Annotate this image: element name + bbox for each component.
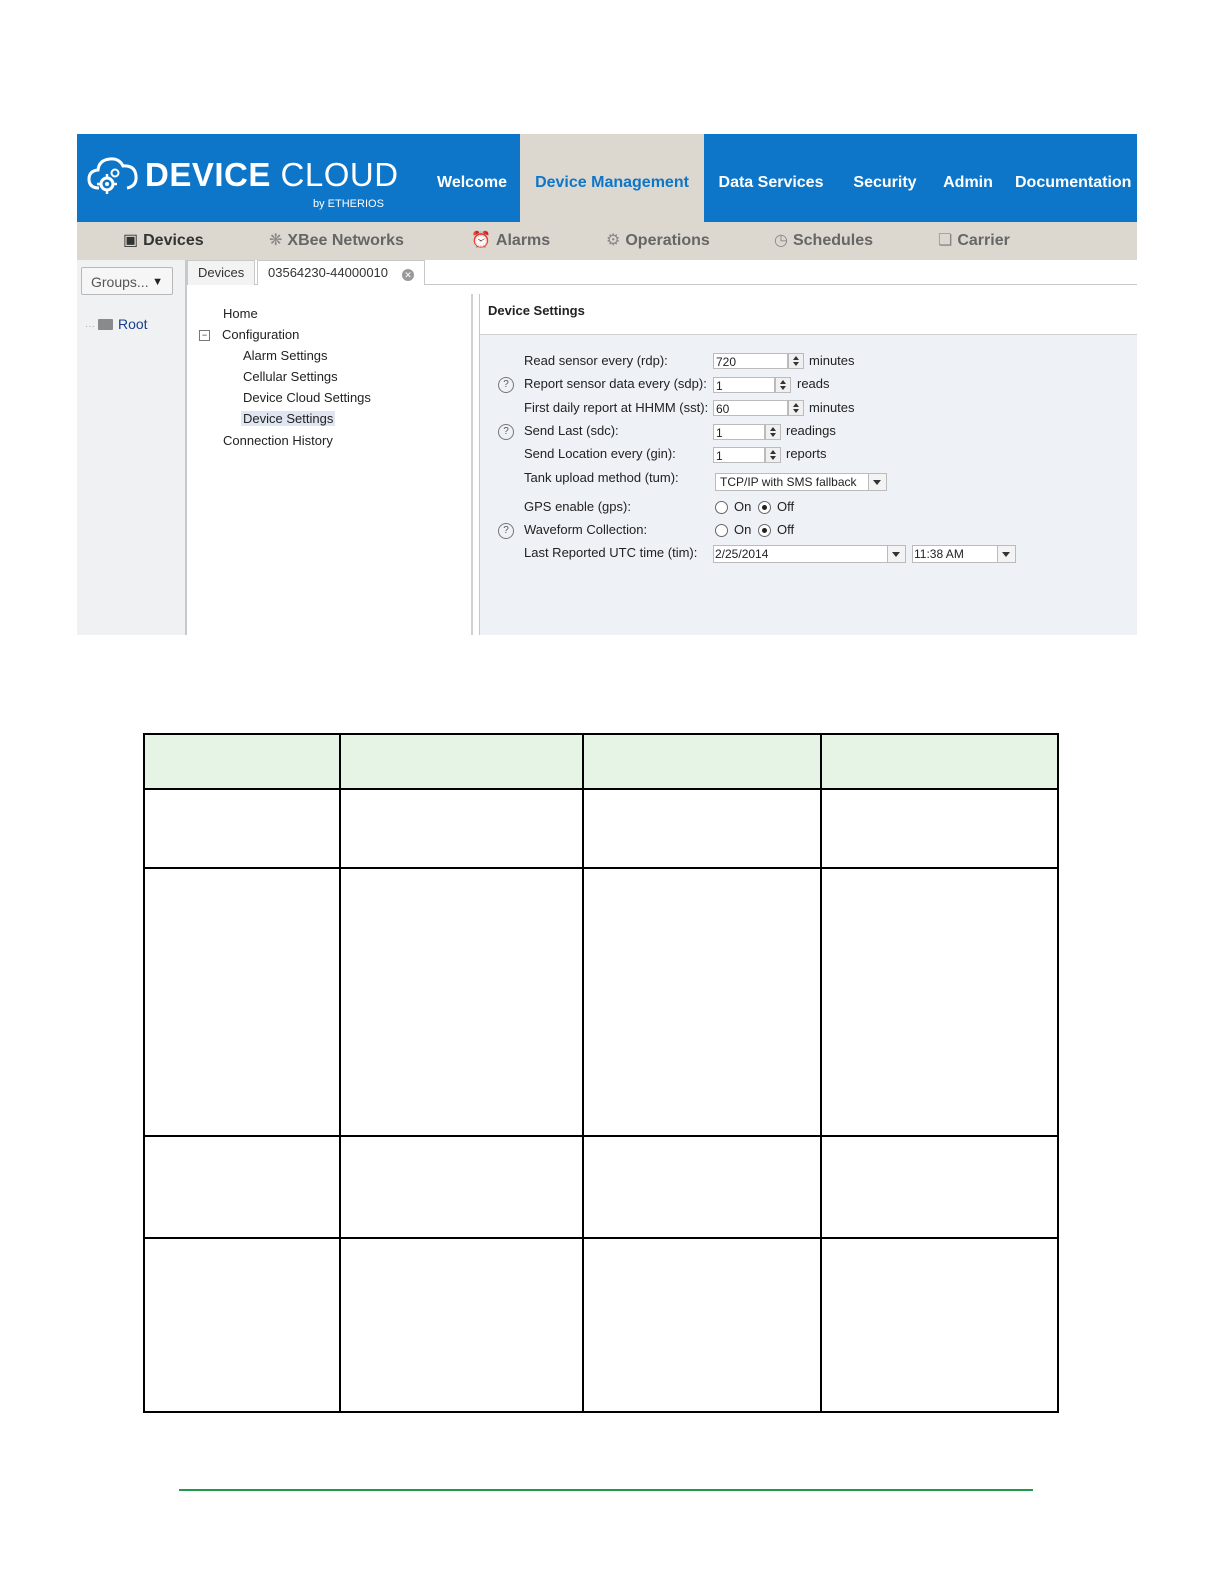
table-cell bbox=[583, 1136, 821, 1238]
sdc-label: Send Last (sdc): bbox=[524, 423, 619, 438]
table-cell bbox=[340, 1136, 583, 1238]
panel-title: Device Settings bbox=[488, 303, 585, 318]
cloud-gear-icon bbox=[87, 152, 139, 196]
sdp-help-icon[interactable]: ? bbox=[498, 377, 514, 393]
nav-admin[interactable]: Admin bbox=[943, 174, 993, 191]
logo-wordmark: DEVICE CLOUD bbox=[145, 156, 399, 193]
rdp-unit: minutes bbox=[809, 353, 855, 368]
groups-dropdown-button[interactable]: Groups... ▼ bbox=[81, 267, 173, 295]
tree-item-device-cloud-settings[interactable]: Device Cloud Settings bbox=[243, 390, 371, 405]
device-cloud-screenshot bbox=[77, 134, 1137, 635]
table-header-cell bbox=[821, 734, 1058, 789]
tim-label: Last Reported UTC time (tim): bbox=[524, 545, 698, 560]
waveform-off-radio[interactable] bbox=[758, 524, 771, 537]
table-cell bbox=[583, 868, 821, 1136]
tree-root-node[interactable]: ··· Root bbox=[85, 316, 148, 332]
table-cell bbox=[821, 868, 1058, 1136]
table-row bbox=[144, 868, 1058, 1136]
waveform-off-label: Off bbox=[777, 522, 795, 537]
subnav-operations[interactable]: ⚙ Operations bbox=[606, 232, 710, 249]
table-header-cell bbox=[340, 734, 583, 789]
waveform-help-icon[interactable]: ? bbox=[498, 523, 514, 539]
tum-label: Tank upload method (tum): bbox=[524, 470, 679, 485]
sdc-unit: readings bbox=[786, 423, 836, 438]
table-cell bbox=[821, 1238, 1058, 1412]
tab-devices[interactable]: Devices bbox=[187, 260, 255, 285]
sdp-label: Report sensor data every (sdp): bbox=[524, 376, 707, 391]
table-row bbox=[144, 789, 1058, 868]
sub-navigation-bar bbox=[77, 222, 1137, 260]
sst-spinner[interactable] bbox=[788, 400, 804, 416]
waveform-on-radio[interactable] bbox=[715, 524, 728, 537]
footer-divider bbox=[179, 1489, 1033, 1491]
gps-on-radio[interactable] bbox=[715, 501, 728, 514]
table-header-cell bbox=[583, 734, 821, 789]
table-cell bbox=[144, 789, 340, 868]
tab-device-detail[interactable]: 03564230-44000010 ✕ bbox=[257, 260, 425, 285]
chevron-down-icon bbox=[868, 474, 886, 490]
gps-off-label: Off bbox=[777, 499, 795, 514]
table-cell bbox=[144, 868, 340, 1136]
table-header-row bbox=[144, 734, 1058, 789]
waveform-on-label: On bbox=[734, 522, 752, 537]
groups-pane bbox=[77, 260, 187, 635]
close-tab-icon[interactable]: ✕ bbox=[402, 269, 414, 281]
tum-select[interactable]: TCP/IP with SMS fallback bbox=[715, 473, 887, 491]
caret-down-icon: ▼ bbox=[152, 276, 163, 288]
table-row bbox=[144, 1238, 1058, 1412]
sdc-input[interactable]: 1 bbox=[713, 424, 765, 440]
sdc-spinner[interactable] bbox=[765, 424, 781, 440]
alarm-clock-icon: ⏰ bbox=[471, 232, 491, 249]
subnav-carrier[interactable]: ❏ Carrier bbox=[938, 232, 1010, 249]
gin-label: Send Location every (gin): bbox=[524, 446, 676, 461]
table-cell bbox=[583, 1238, 821, 1412]
table-cell bbox=[144, 1136, 340, 1238]
table-cell bbox=[340, 789, 583, 868]
sdp-input[interactable]: 1 bbox=[713, 377, 775, 393]
tree-item-alarm-settings[interactable]: Alarm Settings bbox=[243, 348, 328, 363]
nav-data-services[interactable]: Data Services bbox=[718, 174, 824, 191]
subnav-devices[interactable]: ▣ Devices bbox=[123, 232, 204, 249]
gin-unit: reports bbox=[786, 446, 827, 461]
logo-byline: by ETHERIOS bbox=[313, 198, 384, 210]
clock-icon: ◷ bbox=[774, 232, 788, 249]
device-icon: ▣ bbox=[123, 232, 139, 249]
nav-device-management[interactable]: Device Management bbox=[520, 134, 704, 222]
table-header-cell bbox=[144, 734, 340, 789]
table-cell bbox=[821, 789, 1058, 868]
gps-label: GPS enable (gps): bbox=[524, 499, 631, 514]
subnav-alarms[interactable]: ⏰ Alarms bbox=[471, 232, 551, 249]
sdp-spinner[interactable] bbox=[775, 377, 791, 393]
tab-strip bbox=[187, 260, 1137, 285]
rdp-spinner[interactable] bbox=[788, 353, 804, 369]
sst-unit: minutes bbox=[809, 400, 855, 415]
gps-on-label: On bbox=[734, 499, 752, 514]
gps-off-radio[interactable] bbox=[758, 501, 771, 514]
folder-icon bbox=[98, 319, 113, 330]
tree-item-device-settings[interactable]: Device Settings bbox=[243, 411, 334, 426]
sdc-help-icon[interactable]: ? bbox=[498, 424, 514, 440]
tim-time-picker[interactable]: 11:38 AM bbox=[912, 545, 1016, 563]
table-cell bbox=[144, 1238, 340, 1412]
tree-connector: ··· bbox=[85, 321, 95, 332]
waveform-label: Waveform Collection: bbox=[524, 522, 648, 537]
chevron-down-icon bbox=[887, 546, 905, 562]
sst-label: First daily report at HHMM (sst): bbox=[524, 400, 709, 415]
panel-header bbox=[480, 294, 1137, 335]
nav-security[interactable]: Security bbox=[853, 174, 917, 191]
nav-documentation[interactable]: Documentation bbox=[1015, 174, 1132, 191]
tree-item-connection-history[interactable]: Connection History bbox=[223, 433, 333, 448]
empty-table bbox=[143, 733, 1059, 1413]
tree-item-cellular-settings[interactable]: Cellular Settings bbox=[243, 369, 338, 384]
subnav-schedules[interactable]: ◷ Schedules bbox=[774, 232, 873, 249]
collapse-icon[interactable]: − bbox=[199, 330, 210, 341]
device-config-tree bbox=[187, 294, 473, 635]
table-cell bbox=[821, 1136, 1058, 1238]
rdp-input[interactable]: 720 bbox=[713, 353, 788, 369]
tree-item-home[interactable]: Home bbox=[223, 306, 258, 321]
network-icon: ❋ bbox=[269, 232, 283, 249]
table-cell bbox=[583, 789, 821, 868]
sst-input[interactable]: 60 bbox=[713, 400, 788, 416]
device-cloud-logo[interactable] bbox=[87, 152, 417, 212]
table-cell bbox=[340, 868, 583, 1136]
chevron-down-icon bbox=[997, 546, 1015, 562]
subnav-xbee-networks[interactable]: ❋ XBee Networks bbox=[269, 232, 404, 249]
gear-icon: ⚙ bbox=[606, 232, 621, 249]
sdp-unit: reads bbox=[797, 376, 830, 391]
tree-item-configuration[interactable]: − Configuration bbox=[199, 327, 299, 342]
antenna-icon: ❏ bbox=[938, 232, 953, 249]
table-row bbox=[144, 1136, 1058, 1238]
top-navigation-bar bbox=[77, 134, 1137, 222]
gin-input[interactable]: 1 bbox=[713, 447, 765, 463]
gin-spinner[interactable] bbox=[765, 447, 781, 463]
table-cell bbox=[340, 1238, 583, 1412]
rdp-label: Read sensor every (rdp): bbox=[524, 353, 668, 368]
tim-date-picker[interactable]: 2/25/2014 bbox=[713, 545, 906, 563]
device-settings-panel bbox=[479, 294, 1137, 635]
nav-welcome[interactable]: Welcome bbox=[437, 174, 507, 191]
